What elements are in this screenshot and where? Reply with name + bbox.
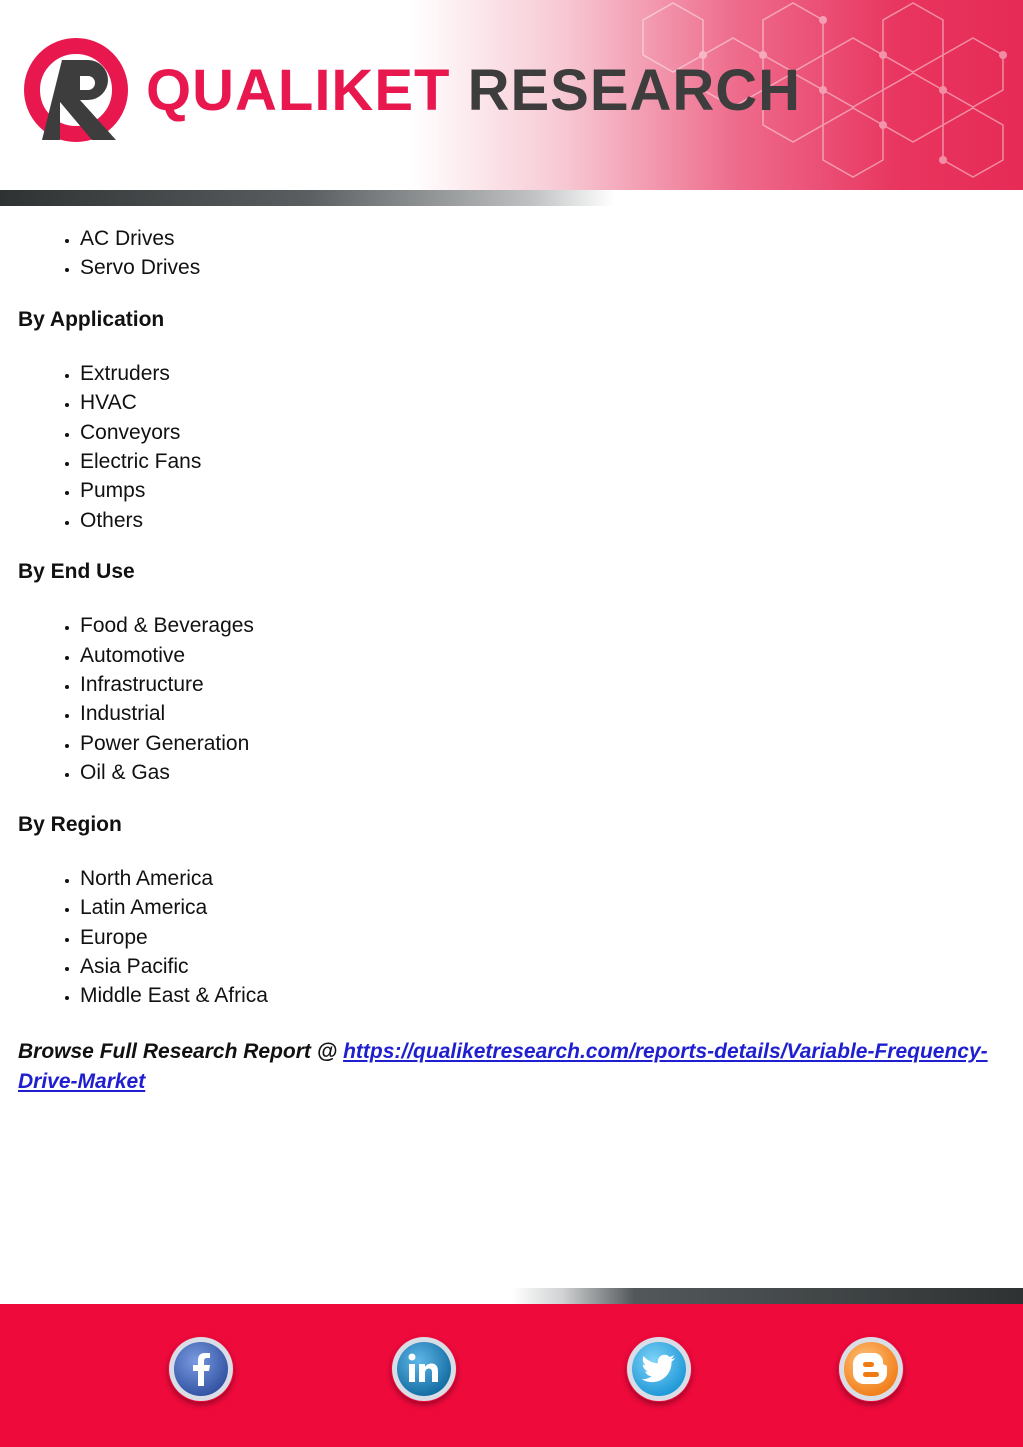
page-header [0, 0, 1023, 190]
list-item: • Industrial [80, 699, 1008, 728]
browse-report [18, 1037, 1008, 1097]
list-item: • Extruders [80, 359, 1008, 388]
section-heading-application: By Application [18, 307, 165, 331]
header-divider [0, 190, 1023, 206]
list-item: • HVAC [80, 388, 1008, 417]
list-item: • Food & Beverages [80, 611, 1008, 640]
list-item: • Asia Pacific [80, 952, 1008, 981]
brand-name-first: QUALIKET [146, 58, 451, 123]
list-item: • Others [80, 506, 1008, 535]
brand-name-second: RESEARCH [467, 58, 802, 123]
list-item: • Latin America [80, 893, 1008, 922]
list-item: • North America [80, 864, 1008, 893]
report-content [18, 224, 1008, 1097]
linkedin-icon[interactable] [391, 1336, 457, 1402]
list-item: • Infrastructure [80, 670, 1008, 699]
footer-divider [0, 1288, 1023, 1304]
list-item: • Servo Drives [80, 253, 1008, 282]
report-link[interactable]: https://qualiketresearch.com/reports-details/Variable-Frequency-Drive-Market [18, 1039, 988, 1093]
section-heading-end-use: By End Use [18, 560, 135, 584]
list-item: • Europe [80, 923, 1008, 952]
list-item: • Pumps [80, 476, 1008, 505]
list-item: • Automotive [80, 641, 1008, 670]
type-list [18, 224, 1008, 283]
browse-label: Browse Full Research Report @ [18, 1039, 344, 1063]
list-item: • Power Generation [80, 729, 1008, 758]
brand-name [146, 58, 802, 123]
region-list [18, 864, 1008, 1011]
section-heading-region: By Region [18, 812, 122, 836]
list-item: • Electric Fans [80, 447, 1008, 476]
application-list [18, 359, 1008, 535]
list-item: • Middle East & Africa [80, 981, 1008, 1010]
logo-icon [22, 32, 140, 150]
list-item: • Oil & Gas [80, 758, 1008, 787]
end-use-list [18, 611, 1008, 787]
list-item: • Conveyors [80, 418, 1008, 447]
facebook-icon[interactable] [168, 1336, 234, 1402]
blogger-icon[interactable] [838, 1336, 904, 1402]
list-item: • AC Drives [80, 224, 1008, 253]
twitter-icon[interactable] [626, 1336, 692, 1402]
